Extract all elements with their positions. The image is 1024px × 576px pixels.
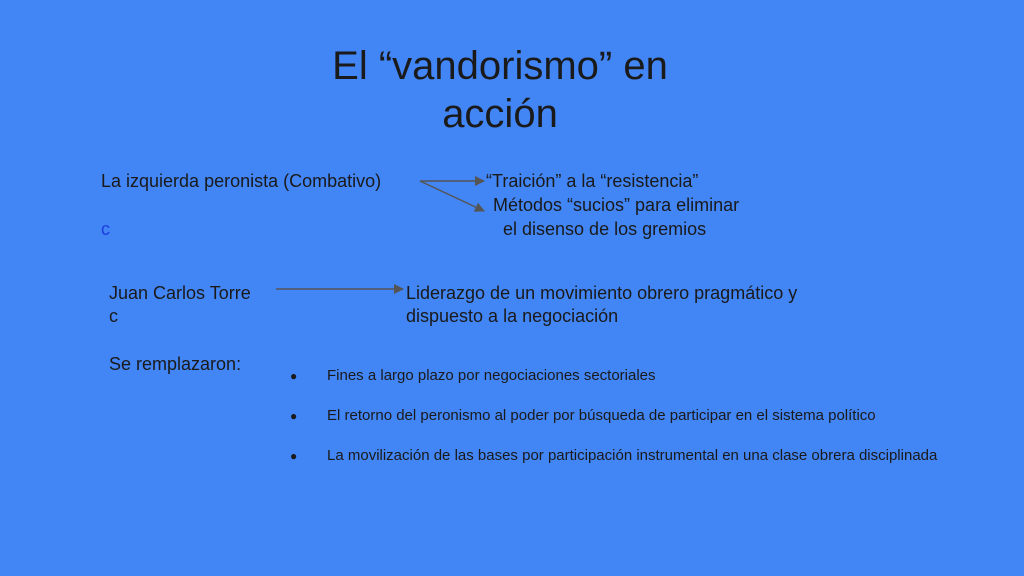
- marker-c-2: c: [109, 306, 118, 326]
- bullet-text-3: La movilización de las bases por participación instrumental en una clase obrera disciplinada: [327, 447, 938, 464]
- left-label-izquierda: La izquierda peronista (Combativo): [101, 171, 382, 191]
- bullet-item-2: [290, 406, 970, 426]
- right-text-traicion: “Traición” a la “resistencia”: [486, 171, 699, 191]
- replaced-label: Se remplazaron:: [109, 354, 242, 374]
- title-line-1: El “vandorismo” en: [332, 44, 668, 88]
- right-text-negociacion: dispuesto a la negociación: [406, 306, 619, 326]
- right-text-liderazgo: Liderazgo de un movimiento obrero pragmático y: [406, 283, 798, 303]
- marker-c-1: c: [101, 219, 110, 239]
- bullet-dot-icon: ●: [290, 409, 298, 423]
- slide-title: [200, 42, 800, 138]
- left-label-torre: Juan Carlos Torre: [109, 283, 251, 303]
- right-text-disenso: el disenso de los gremios: [503, 219, 707, 239]
- bullet-text-2: El retorno del peronismo al poder por búsqueda de participar en el sistema político: [327, 407, 876, 424]
- bullet-list: [290, 366, 970, 486]
- bullet-dot-icon: ●: [290, 449, 298, 463]
- arrow-to-metodos: [420, 181, 484, 211]
- bullet-dot-icon: ●: [290, 369, 298, 383]
- bullet-item-1: [290, 366, 970, 386]
- right-text-metodos: Métodos “sucios” para eliminar: [493, 195, 740, 215]
- title-line-2: acción: [442, 92, 558, 136]
- bullet-text-1: Fines a largo plazo por negociaciones sectoriales: [327, 367, 656, 384]
- bullet-item-3: [290, 446, 970, 466]
